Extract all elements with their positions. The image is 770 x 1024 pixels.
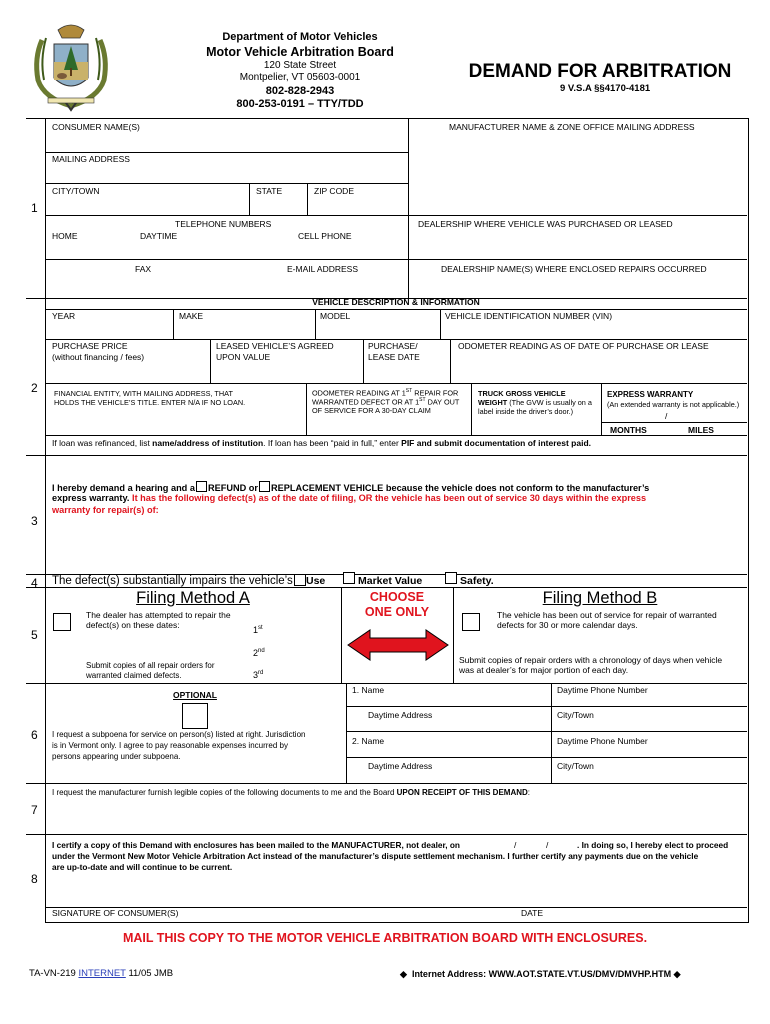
tty-phone: 800-253-0191 – TTY/TDD	[236, 98, 364, 110]
model-label: MODEL	[320, 311, 351, 321]
method-a-submit: Submit copies of all repair orders for	[86, 661, 215, 670]
city-address: Montpelier, VT 05603-0001	[239, 72, 361, 83]
witness-2-city-label: City/Town	[557, 761, 594, 771]
statute: 9 V.S.A §§4170-4181	[560, 83, 651, 94]
repair-dealerships-label: DEALERSHIP NAME(S) WHERE ENCLOSED REPAIRS OCCURRED	[441, 264, 707, 274]
method-b-submit: Submit copies of repair orders with a chronology of days when vehicle	[459, 655, 723, 665]
diamond-icon: ◆	[673, 969, 681, 979]
purchase-price-label: PURCHASE PRICE	[52, 341, 128, 351]
witness-1-city-label: City/Town	[557, 710, 594, 720]
safety-label: Safety.	[460, 575, 494, 587]
filing-method-b-heading: Filing Method B	[542, 589, 658, 607]
diamond-icon: ◆	[400, 969, 407, 979]
manufacturer-address-label: MANUFACTURER NAME & ZONE OFFICE MAILING ADDRESS	[449, 122, 695, 132]
repair-date-2: 2nd	[253, 648, 265, 658]
market-value-checkbox[interactable]	[343, 572, 355, 584]
board-phone: 802-828-2943	[265, 85, 335, 97]
subpoena-checkbox[interactable]	[182, 703, 208, 729]
defects-input[interactable]	[52, 518, 742, 572]
section-number-2: 2	[31, 381, 38, 395]
demand-statement-3: warranty for repair(s) of:	[52, 505, 159, 515]
subpoena-statement-2: is in Vermont only. I agree to pay reasonable expenses incurred by	[52, 741, 288, 750]
home-phone-label: HOME	[52, 231, 78, 241]
use-label: Use	[306, 575, 326, 587]
dealership-purchased-label: DEALERSHIP WHERE VEHICLE WAS PURCHASED OR LEASED	[418, 219, 673, 229]
section-number-4: 4	[31, 576, 38, 590]
signature-label: SIGNATURE OF CONSUMER(S)	[52, 908, 179, 918]
replacement-checkbox[interactable]	[259, 481, 270, 492]
witness-1-address-label: Daytime Address	[368, 710, 433, 720]
financial-entity-label: FINANCIAL ENTITY, WITH MAILING ADDRESS, THAT	[54, 389, 233, 398]
truck-gvw-note: WEIGHT (The GVW is usually on a	[478, 398, 592, 407]
certification-statement-3: are up-to-date and will continue to be current.	[52, 862, 233, 872]
truck-gvw-label: TRUCK GROSS VEHICLE	[478, 389, 566, 398]
odometer-repair-label-3: OF SERVICE FOR A 30-DAY CLAIM	[312, 406, 431, 415]
section-number-5: 5	[31, 628, 38, 642]
refinance-note: If loan was refinanced, list name/address of institution. If loan has been “paid in full,” enter PIF and submit documentation of interest paid.	[52, 438, 591, 448]
internet-address: ◆ Internet Address: WWW.AOT.STATE.VT.US/DMV/DMVHP.HTM ◆	[400, 969, 681, 979]
method-b-checkbox[interactable]	[462, 613, 480, 631]
choose-one-label: CHOOSE	[369, 590, 425, 604]
date-slash-2: /	[546, 840, 549, 850]
method-a-desc: The dealer has attempted to repair the	[86, 610, 231, 620]
odometer-purchase-label: ODOMETER READING AS OF DATE OF PURCHASE OR LEASE	[458, 341, 709, 351]
zip-code-label: ZIP CODE	[314, 186, 354, 196]
date-slash-1: /	[514, 840, 517, 850]
city-town-label: CITY/TOWN	[52, 186, 100, 196]
express-warranty-label: EXPRESS WARRANTY	[607, 390, 694, 399]
certification-statement-2: under the Vermont New Motor Vehicle Arbitration Act instead of the manufacturer’s dispute settlement mechanism. I further certify any payments due on the vehicle	[52, 851, 699, 861]
repair-date-1: 1st	[253, 625, 263, 635]
repair-date-3: 3rd	[253, 670, 264, 680]
subpoena-statement: I request a subpoena for service on person(s) listed at right. Jurisdiction	[52, 730, 306, 739]
consumer-name-label: CONSUMER NAME(S)	[52, 122, 140, 132]
odometer-repair-label: ODOMETER READING AT 1ST REPAIR FOR	[312, 388, 459, 398]
certification-statement: I certify a copy of this Demand with enclosures has been mailed to the MANUFACTURER, not dealer, on	[52, 840, 461, 850]
witness-2-address-label: Daytime Address	[368, 761, 433, 771]
warranty-slash: /	[665, 411, 668, 421]
witness-1-name-label: 1. Name	[352, 685, 385, 695]
double-arrow-icon	[346, 628, 450, 662]
demand-statement: I hereby demand a hearing and a REFUND or REPLACEMENT VEHICLE because the vehicle does not conform to the manufacturer’s	[52, 483, 650, 493]
odometer-repair-label-2: WARRANTED DEFECT OR AT 1ST DAY OUT	[312, 397, 460, 407]
section-number-1: 1	[31, 201, 38, 215]
date-input[interactable]	[520, 876, 742, 906]
market-value-label: Market Value	[358, 575, 423, 587]
state-label: STATE	[256, 186, 283, 196]
subpoena-statement-3: persons appearing under subpoena.	[52, 752, 181, 761]
safety-checkbox[interactable]	[445, 572, 457, 584]
choose-one-label-2: ONE ONLY	[364, 605, 430, 619]
page-title: DEMAND FOR ARBITRATION	[468, 61, 732, 82]
financial-entity-label-2: HOLDS THE VEHICLE’S TITLE. ENTER N/A IF NO LOAN.	[54, 398, 246, 407]
method-b-desc-2: defects for 30 or more calendar days.	[497, 620, 638, 630]
method-a-submit-2: warranted claimed defects.	[86, 671, 182, 680]
purchase-date-label: PURCHASE/	[368, 341, 418, 351]
section-number-6: 6	[31, 728, 38, 742]
vin-label: VEHICLE IDENTIFICATION NUMBER (VIN)	[445, 311, 613, 321]
warranty-months-label: MONTHS	[610, 425, 647, 435]
method-a-checkbox[interactable]	[53, 613, 71, 631]
method-b-desc: The vehicle has been out of service for repair of warranted	[497, 610, 717, 620]
dept-name: Department of Motor Vehicles	[222, 31, 378, 43]
cell-phone-label: CELL PHONE	[298, 231, 352, 241]
vehicle-description-heading: VEHICLE DESCRIPTION & INFORMATION	[312, 297, 480, 307]
optional-label: OPTIONAL	[173, 690, 217, 700]
vermont-seal	[28, 18, 114, 116]
warranty-miles-label: MILES	[688, 425, 714, 435]
date-label: DATE	[521, 908, 544, 918]
certification-statement-end: . In doing so, I hereby elect to proceed	[577, 840, 729, 850]
witness-2-phone-label: Daytime Phone Number	[557, 736, 648, 746]
daytime-phone-label: DAYTIME	[140, 231, 178, 241]
use-checkbox[interactable]	[294, 574, 306, 586]
section-number-7: 7	[31, 803, 38, 817]
method-a-desc-2: defect(s) on these dates:	[86, 620, 180, 630]
filing-method-a-heading: Filing Method A	[136, 589, 250, 607]
board-name: Motor Vehicle Arbitration Board	[206, 45, 394, 59]
mail-instruction: MAIL THIS COPY TO THE MOTOR VEHICLE ARBITRATION BOARD WITH ENCLOSURES.	[122, 931, 648, 945]
signature-input[interactable]	[52, 876, 492, 906]
documents-input[interactable]	[52, 800, 742, 830]
leased-value-label-2: UPON VALUE	[216, 352, 271, 362]
telephone-numbers-label: TELEPHONE NUMBERS	[175, 219, 272, 229]
witness-2-name-label: 2. Name	[352, 736, 385, 746]
method-b-submit-2: was at dealer’s for major portion of each day.	[459, 665, 629, 675]
street-address: 120 State Street	[263, 60, 337, 71]
impairment-statement: The defect(s) substantially impairs the vehicle’s	[52, 575, 293, 587]
section-number-3: 3	[31, 514, 38, 528]
make-label: MAKE	[179, 311, 204, 321]
mailing-address-label: MAILING ADDRESS	[52, 154, 130, 164]
refund-checkbox[interactable]	[196, 481, 207, 492]
lease-date-label: LEASE DATE	[368, 352, 420, 362]
truck-gvw-note-2: label inside the driver’s door.)	[478, 407, 574, 416]
leased-value-label: LEASED VEHICLE’S AGREED	[216, 341, 334, 351]
fax-label: FAX	[135, 264, 152, 274]
witness-1-phone-label: Daytime Phone Number	[557, 685, 648, 695]
extended-warranty-note: (An extended warranty is not applicable.)	[607, 400, 740, 409]
email-label: E-MAIL ADDRESS	[287, 264, 359, 274]
documents-request: I request the manufacturer furnish legible copies of the following documents to me and the Board UPON RECEIPT OF THIS DEMAND:	[52, 788, 531, 797]
year-label: YEAR	[52, 311, 76, 321]
purchase-price-note: (without financing / fees)	[52, 352, 145, 362]
form-number: TA-VN-219 INTERNET 11/05 JMB	[29, 968, 174, 979]
demand-statement-2: express warranty. It has the following defect(s) as of the date of filing, OR the vehicle has been out of service 30 days within the express	[52, 493, 647, 503]
section-number-8: 8	[31, 872, 38, 886]
